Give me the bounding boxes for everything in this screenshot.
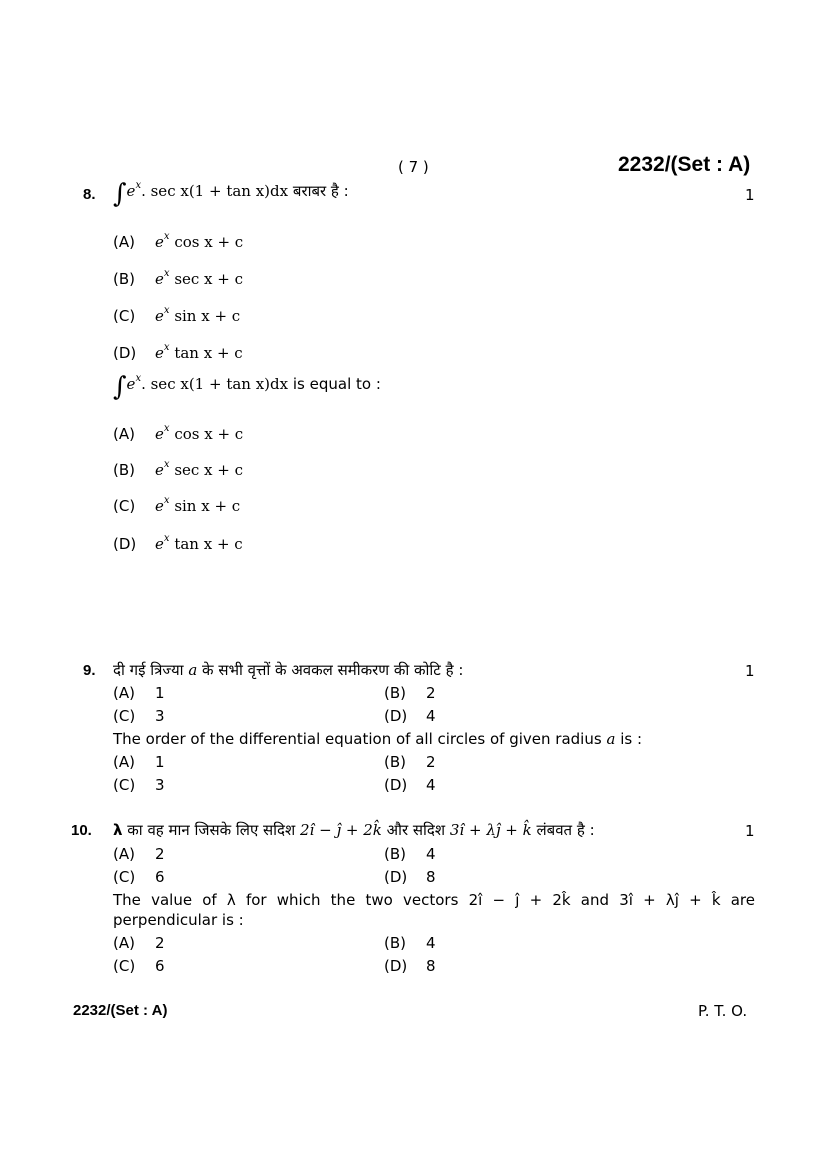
q8-en-option-b: (B) $e^x$ sec x + c	[113, 459, 244, 479]
question-10-number: 10.	[71, 822, 92, 839]
q10-en-option-a: (A) 2	[113, 934, 165, 952]
pto-label: P. T. O.	[698, 1002, 748, 1020]
q9-en-option-c: (C) 3	[113, 776, 165, 794]
question-8-number: 8.	[83, 186, 96, 203]
question-10-english-line1: The value of λ for which the two vectors 2î − ĵ + 2k̂ and 3î + λĵ + k̂ are	[113, 891, 755, 909]
q10-en-option-c: (C) 6	[113, 957, 165, 975]
q9-hi-option-c: (C) 3	[113, 707, 165, 725]
q9-hi-option-a: (A) 1	[113, 684, 165, 702]
q10-hi-option-d: (D) 8	[384, 868, 436, 886]
q8-hi-option-b: (B) $e^x$ sec x + c	[113, 268, 244, 288]
q10-en-option-d: (D) 8	[384, 957, 436, 975]
q9-en-option-b: (B) 2	[384, 753, 436, 771]
q10-en-option-b: (B) 4	[384, 934, 436, 952]
q10-hi-option-b: (B) 4	[384, 845, 436, 863]
paper-code-footer: 2232/(Set : A)	[73, 1002, 168, 1019]
q10-hi-option-c: (C) 6	[113, 868, 165, 886]
page-number: ( 7 )	[398, 158, 429, 176]
question-10-marks: 1	[745, 822, 755, 840]
question-9-number: 9.	[83, 662, 96, 679]
integral-sign: ∫	[113, 372, 127, 402]
q9-en-option-d: (D) 4	[384, 776, 436, 794]
q9-en-option-a: (A) 1	[113, 753, 165, 771]
question-9-hindi-stem: दी गई त्रिज्या a के सभी वृत्तों के अवकल समीकरण की कोटि है :	[113, 661, 464, 679]
question-8-english-stem: $\int e^x$. sec x(1 + tan x)dx is equal to :	[113, 372, 381, 402]
paper-code-header: 2232/(Set : A)	[618, 153, 751, 176]
question-10-hindi-stem: λ का वह मान जिसके लिए सदिश 2î − ĵ + 2k̂ और सदिश 3î + λĵ + k̂ लंबवत है :	[113, 821, 595, 839]
integral-sign: ∫	[113, 179, 127, 209]
q9-hi-option-b: (B) 2	[384, 684, 436, 702]
question-10-english-line2: perpendicular is :	[113, 911, 244, 929]
q10-hi-option-a: (A) 2	[113, 845, 165, 863]
q8-en-option-c: (C) $e^x$ sin x + c	[113, 495, 241, 515]
q8-en-option-a: (A) $e^x$ cos x + c	[113, 423, 244, 443]
question-9-marks: 1	[745, 662, 755, 680]
question-8-marks: 1	[745, 186, 755, 204]
q8-en-option-d: (D) $e^x$ tan x + c	[113, 533, 243, 553]
q8-hi-option-c: (C) $e^x$ sin x + c	[113, 305, 241, 325]
q9-hi-option-d: (D) 4	[384, 707, 436, 725]
question-8-hindi-stem: $\int e^x$. sec x(1 + tan x)dx बराबर है :	[113, 179, 349, 209]
q8-hi-option-a: (A) $e^x$ cos x + c	[113, 231, 244, 251]
q8-hi-option-d: (D) $e^x$ tan x + c	[113, 342, 243, 362]
question-9-english-stem: The order of the differential equation of all circles of given radius a is :	[113, 730, 642, 748]
